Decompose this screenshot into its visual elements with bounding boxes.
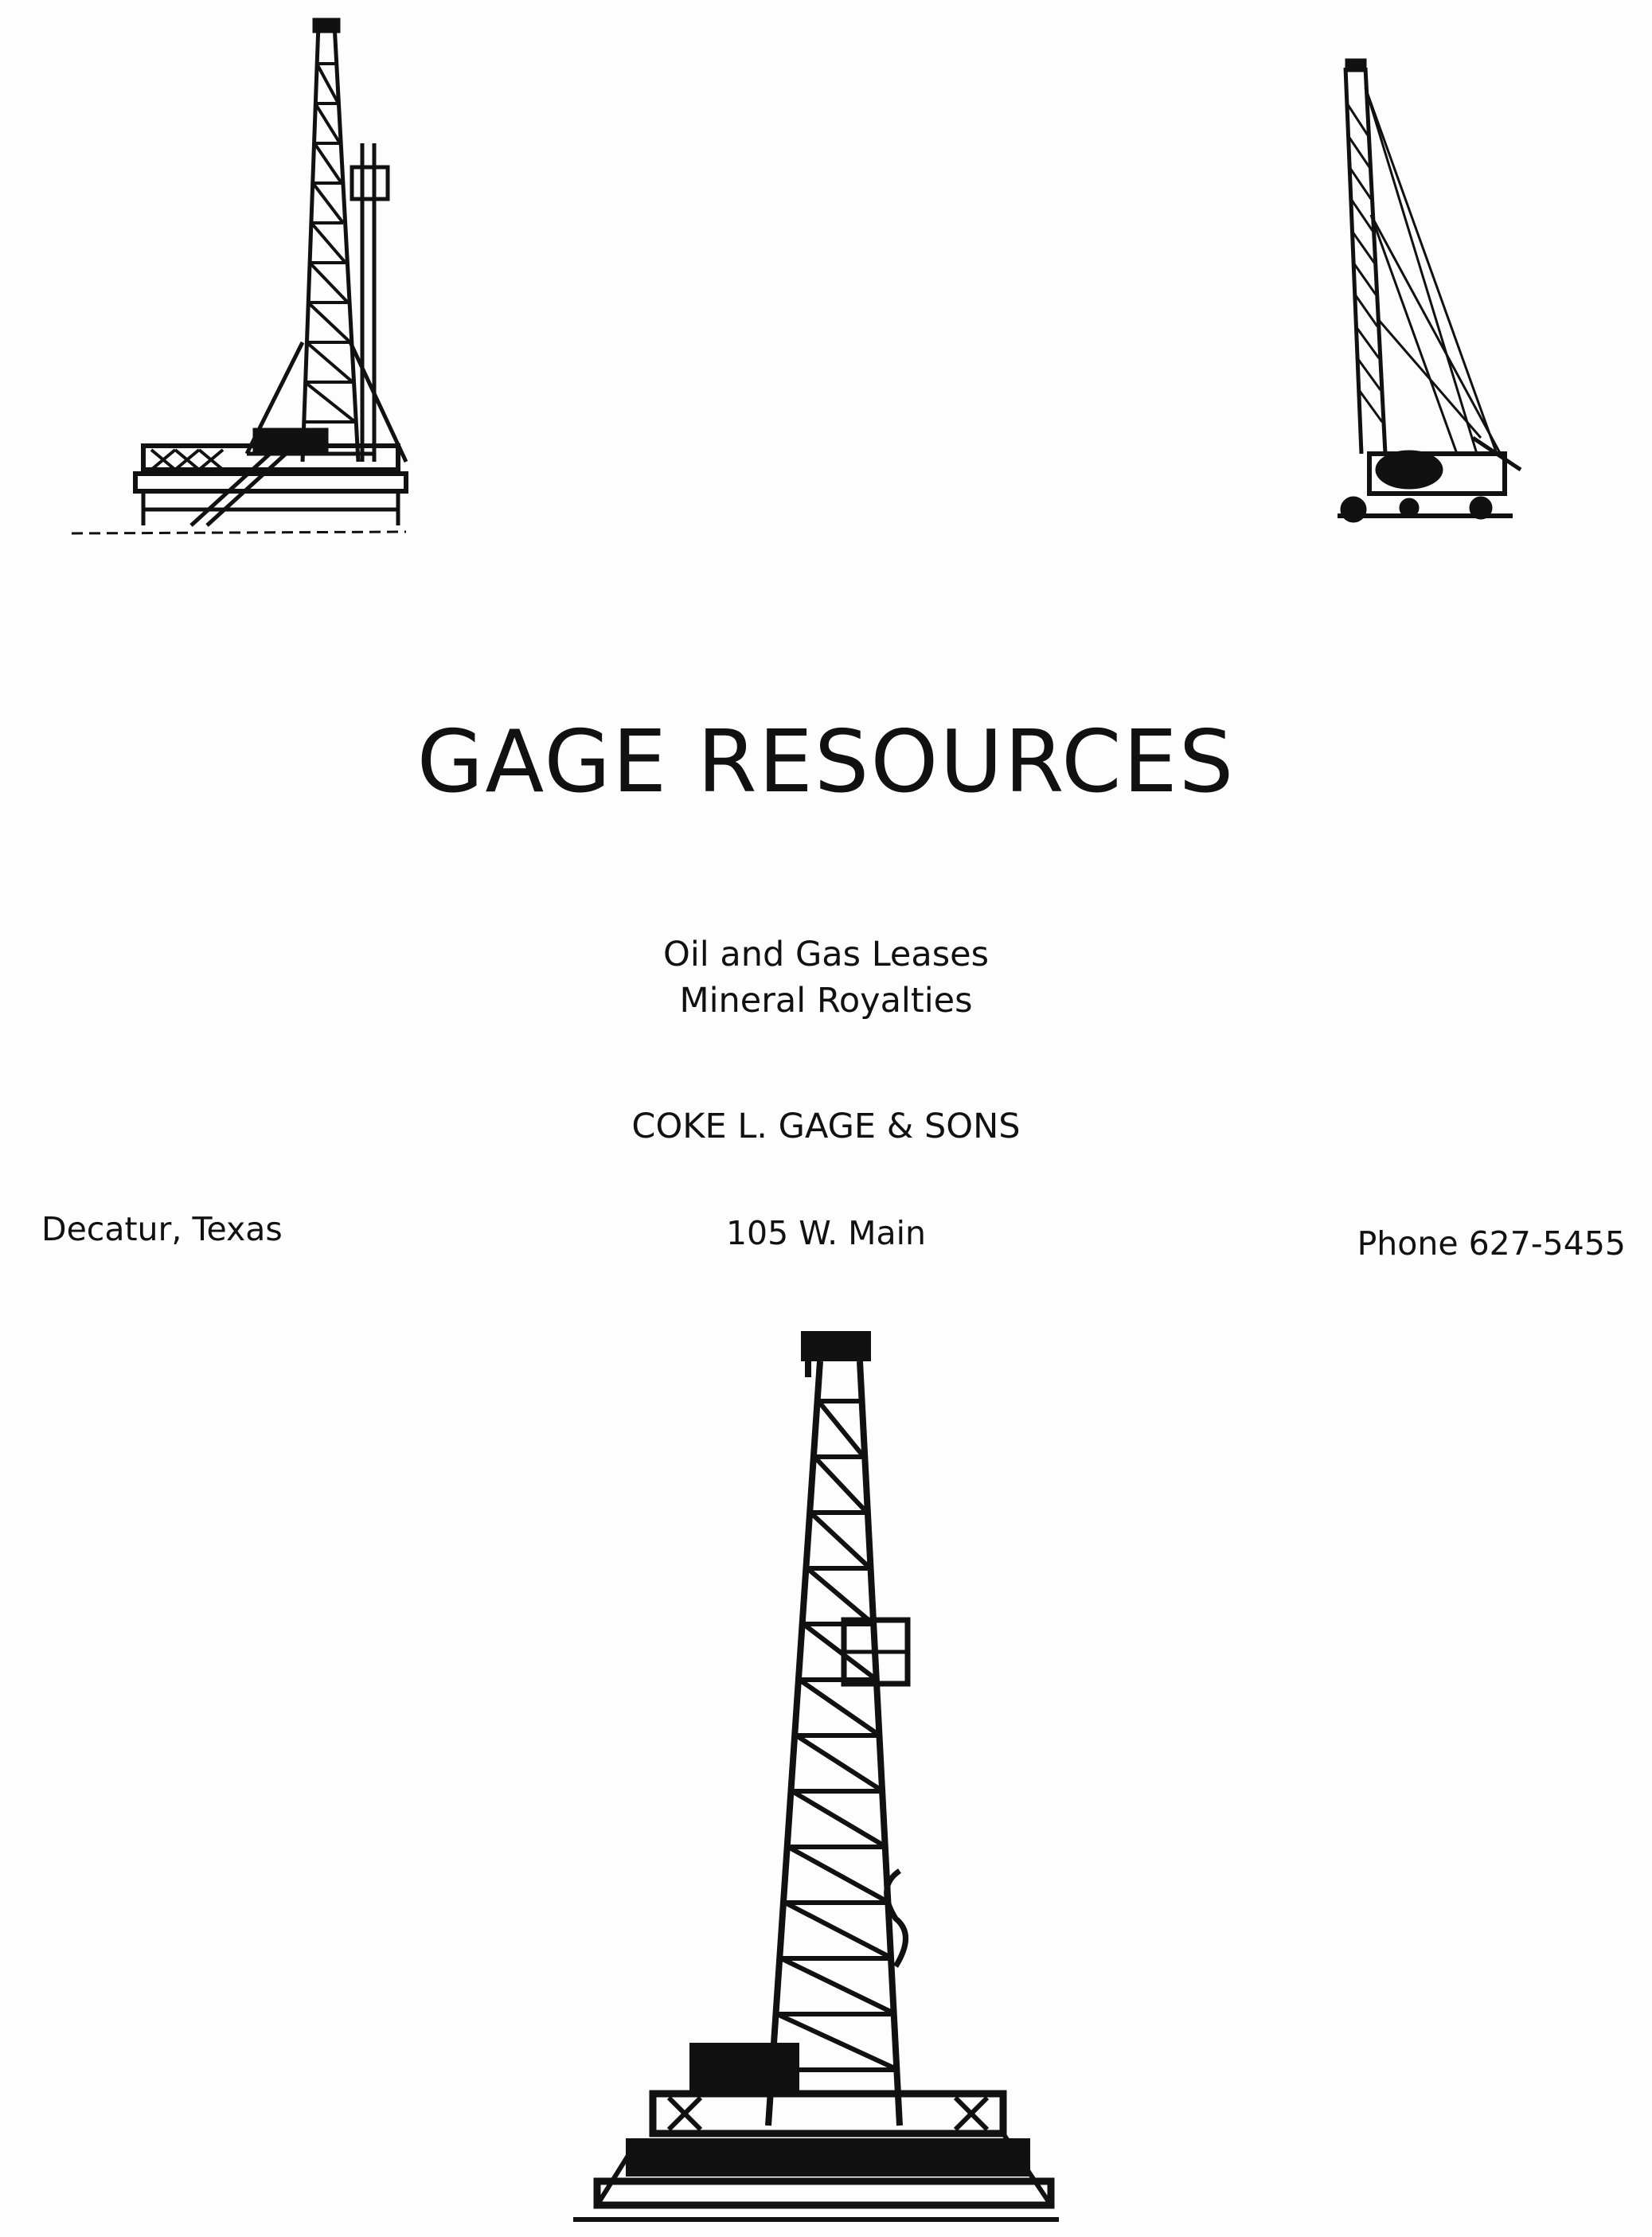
cable-tool-rig-illustration xyxy=(1322,56,1529,525)
service-royalties: Mineral Royalties xyxy=(679,981,973,1021)
company-title: GAGE RESOURCES xyxy=(416,712,1236,812)
owner-name: COKE L. GAGE & SONS xyxy=(631,1107,1021,1146)
services-block xyxy=(0,931,1652,1024)
phone-number: Phone 627-5455 xyxy=(1357,1224,1626,1263)
derrick-illustration xyxy=(573,1329,1059,2229)
drilling-rig-illustration xyxy=(72,16,414,541)
service-leases: Oil and Gas Leases xyxy=(663,935,989,974)
city-location: Decatur, Texas xyxy=(41,1210,283,1248)
street-address: 105 W. Main xyxy=(725,1214,927,1252)
